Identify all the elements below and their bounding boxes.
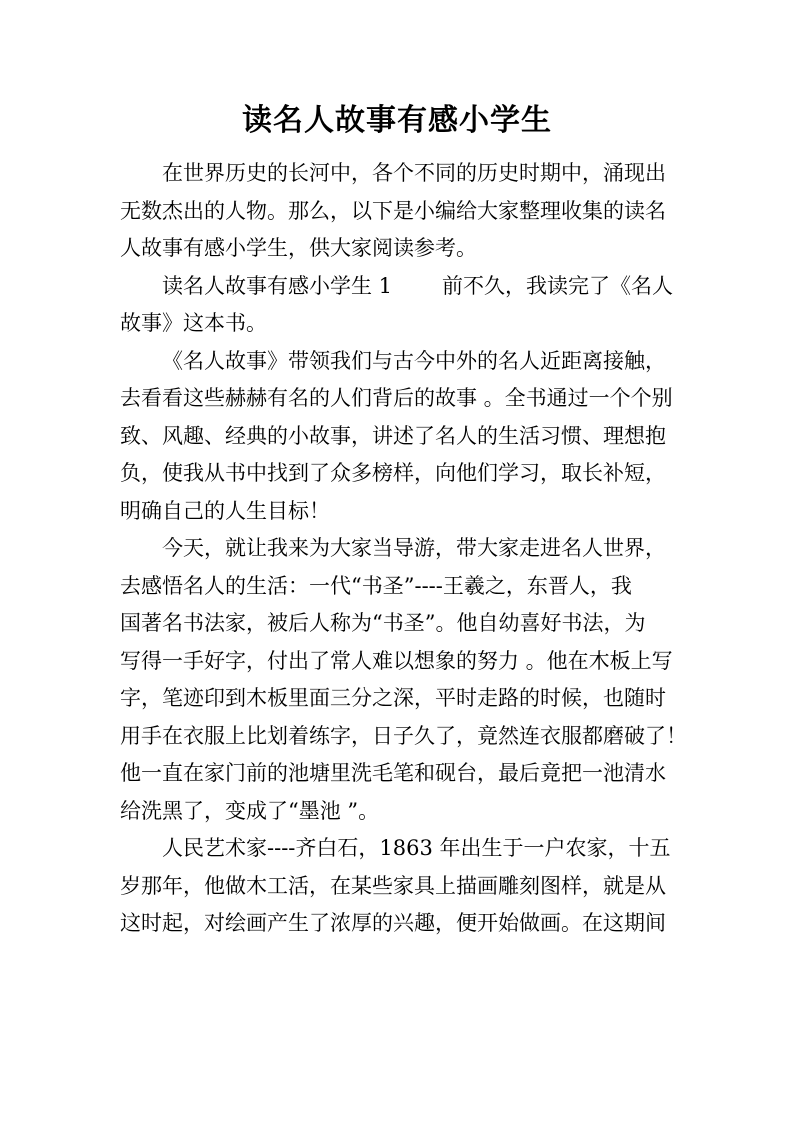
- paragraph-line: 明确自己的人生目标！: [120, 498, 330, 523]
- paragraph-text: 前不久，我读完了《名人: [442, 273, 674, 298]
- paragraph-line: 去看看这些赫赫有名的人们背后的故事 。全书通过一个个别: [120, 386, 673, 410]
- paragraph-line: 岁那年，他做木工活，在某些家具上描画雕刻图样，就是从: [120, 873, 666, 898]
- paragraph-line: 字，笔迹印到木板里面三分之深，平时走路的时候，也随时: [120, 686, 666, 710]
- section-heading: 读名人故事有感小学生 1: [162, 273, 393, 298]
- paragraph-line: 用手在衣服上比划着练字，日子久了，竟然连衣服都磨破了！: [120, 723, 687, 748]
- paragraph-line: 这时起，对绘画产生了浓厚的兴趣，便开始做画。在这期间: [120, 911, 666, 935]
- paragraph-line: 今天，就让我来为大家当导游，带大家走进名人世界，: [162, 536, 666, 560]
- paragraph-line: 国著名书法家，被后人称为“书圣”。他自幼喜好书法，为: [120, 611, 646, 635]
- paragraph-line: 人故事有感小学生，供大家阅读参考。: [120, 236, 477, 260]
- paragraph-line: 致、风趣、经典的小故事，讲述了名人的生活习惯、理想抱: [120, 423, 666, 448]
- paragraph-line: 《名人故事》带领我们与古今中外的名人近距离接触，: [162, 348, 666, 373]
- paragraph-line: 人民艺术家----齐白石，1863 年出生于一户农家，十五: [162, 836, 671, 860]
- paragraph-line: 去感悟名人的生活：一代“书圣”----王羲之，东晋人，我: [120, 573, 632, 598]
- paragraph-line: 给洗黑了，变成了“墨池 ”。: [120, 798, 380, 823]
- paragraph-line: 他一直在家门前的池塘里洗毛笔和砚台，最后竟把一池清水: [120, 761, 666, 785]
- paragraph-line: 负，使我从书中找到了众多榜样，向他们学习，取长补短，: [120, 461, 666, 485]
- paragraph-line: 写得一手好字，付出了常人难以想象的努力 。他在木板上写: [120, 648, 673, 673]
- paragraph-line: 在世界历史的长河中，各个不同的历史时期中，涌现出: [162, 161, 666, 185]
- document-title: 读名人故事有感小学生: [242, 103, 552, 138]
- section-heading-line: [120, 268, 680, 306]
- document-body: [120, 155, 687, 943]
- paragraph-line: 故事》这本书。: [120, 311, 267, 335]
- paragraph-line: 无数杰出的人物。那么，以下是小编给大家整理收集的读名: [120, 198, 666, 223]
